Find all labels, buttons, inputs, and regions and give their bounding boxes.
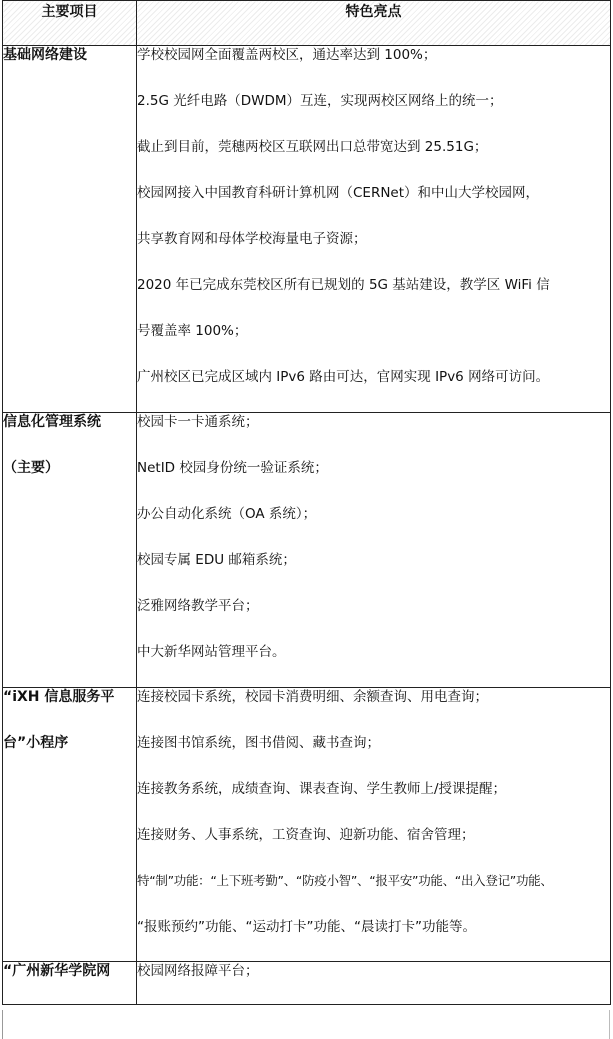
page-edge-line — [2, 1010, 3, 1039]
highlights-cell — [137, 962, 611, 1005]
highlights-cell — [137, 46, 611, 413]
highlight-line: 学校校园网全面覆盖两校区，通达率达到 100%； — [137, 47, 437, 63]
highlight-line: “报账预约”功能、“运动打卡”功能、“晨读打卡”功能等。 — [137, 919, 476, 935]
highlight-line: NetID 校园身份统一验证系统； — [137, 460, 328, 476]
category-label: 台”小程序 — [3, 735, 69, 751]
category-cell — [3, 688, 137, 962]
highlight-line: 泛雅网络教学平台； — [137, 598, 259, 614]
highlight-line: 校园网接入中国教育科研计算机网（CERNet）和中山大学校园网， — [137, 185, 540, 201]
category-cell — [3, 413, 137, 688]
highlight-line: 特“制”功能：“上下班考勤”、“防疫小智”、“报平安”功能、“出入登记”功能、 — [137, 873, 553, 888]
category-label: “广州新华学院网 — [3, 963, 111, 979]
highlight-line: 2020 年已完成东莞校区所有已规划的 5G 基站建设，教学区 WiFi 信 — [137, 277, 550, 293]
table-row — [3, 688, 611, 962]
category-label: 基础网络建设 — [3, 47, 87, 63]
header-highlights: 特色亮点 — [137, 1, 611, 46]
highlight-line: 校园卡一卡通系统； — [137, 414, 259, 430]
category-label: 信息化管理系统 — [3, 414, 101, 430]
highlight-line: 办公自动化系统（OA 系统）； — [137, 506, 317, 522]
page-edge-line — [609, 1010, 610, 1039]
highlight-line: 号覆盖率 100%； — [137, 323, 248, 339]
highlight-line: 校园网络报障平台； — [137, 963, 259, 979]
highlight-line: 广州校区已完成区域内 IPv6 路由可达，官网实现 IPv6 网络可访问。 — [137, 369, 550, 385]
table-row — [3, 962, 611, 1005]
highlight-line: 连接校园卡系统，校园卡消费明细、余额查询、用电查询； — [137, 689, 488, 705]
header-main-project: 主要项目 — [3, 1, 137, 46]
highlights-cell — [137, 413, 611, 688]
highlight-line: 校园专属 EDU 邮箱系统； — [137, 552, 296, 568]
category-cell — [3, 46, 137, 413]
highlight-line: 截止到目前，莞穗两校区互联网出口总带宽达到 25.51G； — [137, 139, 488, 155]
table-row — [3, 413, 611, 688]
highlights-cell — [137, 688, 611, 962]
highlight-line: 共享教育网和母体学校海量电子资源； — [137, 231, 367, 247]
highlight-line: 中大新华网站管理平台。 — [137, 644, 286, 660]
highlight-line: 连接财务、人事系统，工资查询、迎新功能、宿舍管理； — [137, 827, 475, 843]
highlight-line: 连接教务系统，成绩查询、课表查询、学生教师上/授课提醒； — [137, 781, 507, 797]
highlight-line: 连接图书馆系统，图书借阅、藏书查询； — [137, 735, 380, 751]
category-label: （主要） — [3, 460, 59, 476]
table-row — [3, 46, 611, 413]
feature-table — [2, 0, 611, 1005]
category-label: “iXH 信息服务平 — [3, 689, 115, 705]
highlight-line: 2.5G 光纤电路（DWDM）互连，实现两校区网络上的统一； — [137, 93, 503, 109]
category-cell — [3, 962, 137, 1005]
